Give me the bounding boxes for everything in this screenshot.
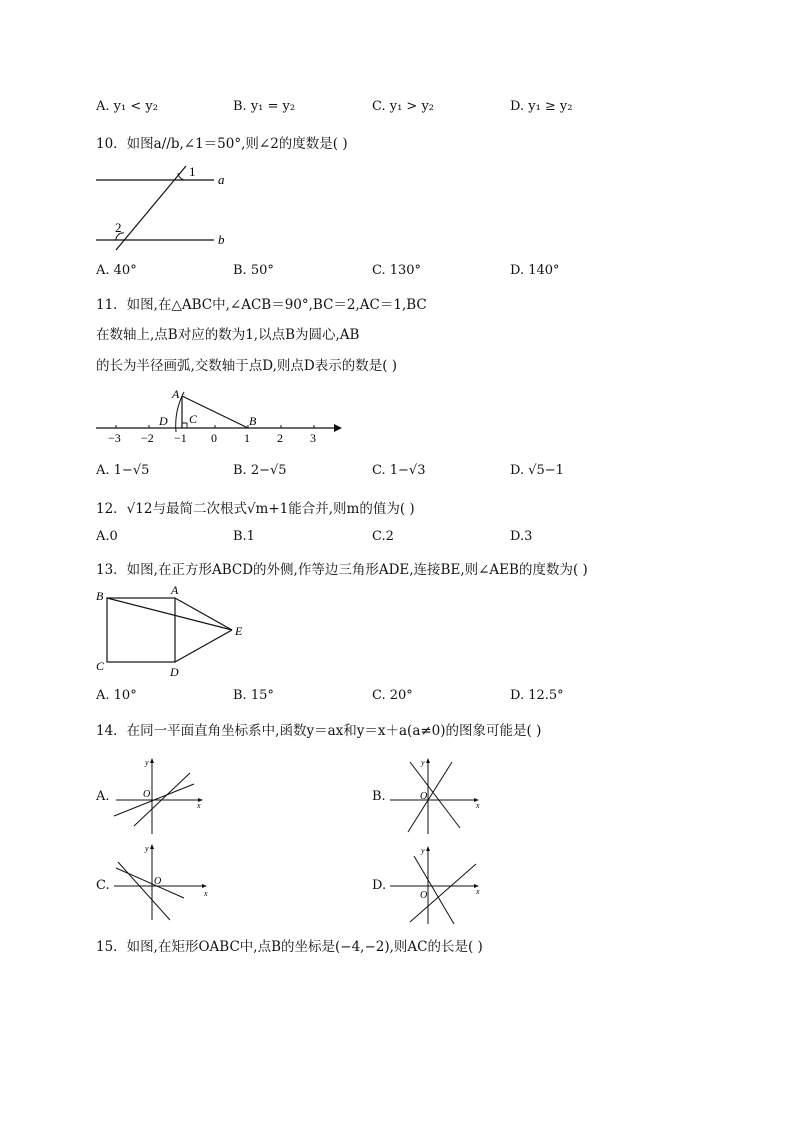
q13-segment-ae bbox=[175, 598, 232, 630]
q14-option-c-label: C. bbox=[96, 878, 110, 893]
q14-graph-c bbox=[112, 842, 212, 922]
q14-option-a-label: A. bbox=[96, 789, 110, 804]
q11-option-b: B. 2−√5 bbox=[233, 463, 287, 478]
q11-label-b: B bbox=[249, 414, 257, 428]
q14b-line1 bbox=[408, 762, 452, 832]
q11-label-d: D bbox=[159, 414, 168, 428]
q14c-line2 bbox=[118, 862, 170, 920]
q9-option-b: B. y₁ = y₂ bbox=[233, 99, 296, 114]
q11-right-angle-mark bbox=[182, 423, 187, 428]
q14a-origin: O bbox=[143, 789, 151, 800]
q13-label-a: A bbox=[171, 583, 179, 597]
q13-option-d: D. 12.5° bbox=[510, 688, 564, 703]
q10-figure bbox=[94, 160, 244, 250]
q10-stem: 10．如图a//b,∠1＝50°,则∠2的度数是( ) bbox=[96, 136, 348, 152]
q13-figure bbox=[92, 584, 262, 679]
q12-option-d: D.3 bbox=[510, 529, 533, 544]
q11-tick-1: 1 bbox=[244, 431, 250, 445]
q14c-y-label: y bbox=[145, 844, 149, 853]
q13-label-c: C bbox=[96, 659, 105, 673]
q15-stem: 15．如图,在矩形OABC中,点B的坐标是(−4,−2),则AC的长是( ) bbox=[96, 939, 483, 955]
q13-label-e: E bbox=[235, 624, 243, 638]
q14d-y-label: y bbox=[421, 846, 425, 855]
q13-segment-be bbox=[107, 598, 232, 630]
q11-stem-line3: 的长为半径画弧,交数轴于点D,则点D表示的数是( ) bbox=[96, 358, 398, 374]
q11-tick-3: 3 bbox=[310, 431, 316, 445]
q11-tick-2: 2 bbox=[277, 431, 283, 445]
q14c-x-label: x bbox=[204, 889, 208, 898]
q10-option-d: D. 140° bbox=[510, 263, 560, 278]
q10-label-b: b bbox=[218, 232, 225, 247]
q11-stem-line1: 11．如图,在△ABC中,∠ACB＝90°,BC＝2,AC＝1,BC bbox=[96, 297, 427, 313]
q14c-line1 bbox=[116, 868, 184, 898]
q11-number-line-figure bbox=[94, 386, 344, 446]
q14a-y-label: y bbox=[145, 758, 149, 767]
q11-label-c: C bbox=[189, 412, 198, 426]
q13-option-b: B. 15° bbox=[233, 688, 274, 703]
q12-option-a: A.0 bbox=[96, 529, 118, 544]
q12-option-b: B.1 bbox=[233, 529, 255, 544]
q14-stem: 14．在同一平面直角坐标系中,函数y＝ax和y＝x＋a(a≠0)的图象可能是( ) bbox=[96, 723, 542, 739]
q11-tick-minus3: −3 bbox=[108, 431, 121, 445]
q9-option-c: C. y₁ > y₂ bbox=[372, 99, 435, 114]
q14d-origin: O bbox=[420, 890, 428, 901]
q12-option-c: C.2 bbox=[372, 529, 394, 544]
q11-option-d: D. √5−1 bbox=[510, 463, 564, 478]
q10-label-1: 1 bbox=[189, 164, 196, 179]
q14b-y-label: y bbox=[421, 758, 425, 767]
q11-tick-0: 0 bbox=[211, 431, 217, 445]
q10-transversal bbox=[116, 166, 186, 250]
q10-option-c: C. 130° bbox=[372, 263, 422, 278]
q13-segment-de bbox=[175, 630, 232, 662]
q13-label-d: D bbox=[170, 665, 179, 679]
q11-tick-minus2: −2 bbox=[141, 431, 154, 445]
q12-stem: 12．√12与最简二次根式√m+1能合并,则m的值为( ) bbox=[96, 501, 415, 517]
q13-option-c: C. 20° bbox=[372, 688, 413, 703]
q10-option-a: A. 40° bbox=[96, 263, 137, 278]
q14-graph-a bbox=[112, 756, 212, 836]
q14-option-d-label: D. bbox=[372, 878, 387, 893]
q9-option-d: D. y₁ ≥ y₂ bbox=[510, 99, 573, 114]
q10-label-2: 2 bbox=[115, 220, 122, 235]
q13-option-a: A. 10° bbox=[96, 688, 137, 703]
q11-option-a: A. 1−√5 bbox=[96, 463, 150, 478]
q14c-origin: O bbox=[154, 876, 162, 887]
q13-label-b: B bbox=[96, 589, 104, 603]
q11-label-a: A bbox=[172, 387, 180, 401]
q10-option-b: B. 50° bbox=[233, 263, 274, 278]
q11-axis-arrow bbox=[334, 424, 342, 432]
q11-tick-minus1: −1 bbox=[174, 431, 187, 445]
q10-label-a: a bbox=[218, 172, 225, 187]
q14b-origin: O bbox=[420, 791, 428, 802]
q13-stem: 13．如图,在正方形ABCD的外侧,作等边三角形ADE,连接BE,则∠AEB的度数为( ) bbox=[96, 562, 588, 578]
q14a-x-label: x bbox=[197, 801, 201, 810]
q14d-x-label: x bbox=[476, 887, 480, 896]
q11-option-c: C. 1−√3 bbox=[372, 463, 426, 478]
q11-stem-line2: 在数轴上,点B对应的数为1,以点B为圆心,AB bbox=[96, 327, 360, 343]
q14-option-b-label: B. bbox=[372, 789, 386, 804]
q13-square bbox=[107, 598, 175, 662]
q14-graph-d bbox=[388, 844, 488, 924]
q9-option-a: A. y₁ < y₂ bbox=[96, 99, 158, 114]
q14b-line2 bbox=[410, 762, 460, 828]
q14-graph-b bbox=[388, 756, 488, 836]
q14b-x-label: x bbox=[476, 801, 480, 810]
